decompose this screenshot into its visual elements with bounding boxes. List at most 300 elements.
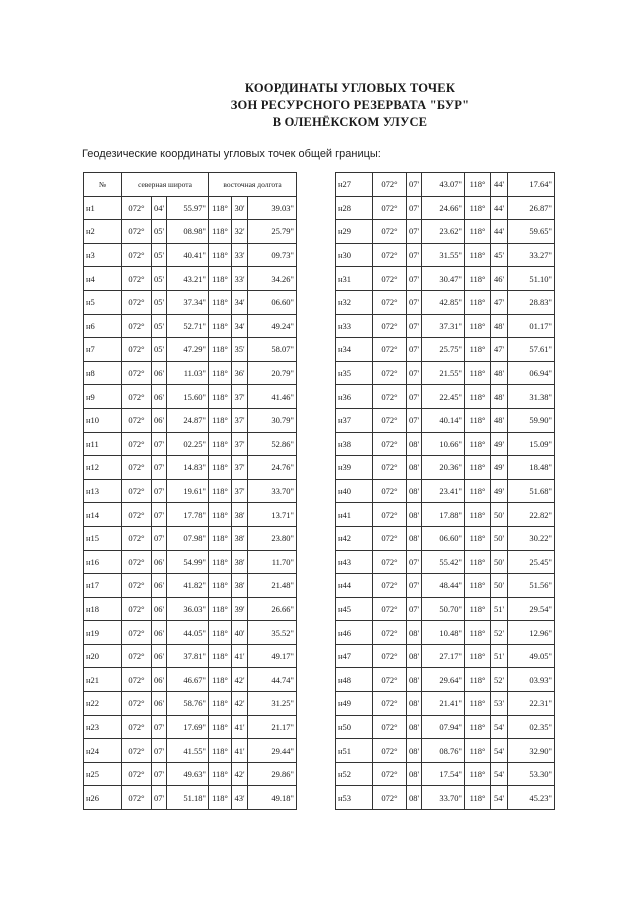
latitude-minutes: 05' [152,220,167,244]
latitude-minutes: 08' [407,644,422,668]
latitude-minutes: 06' [152,361,167,385]
table-row [336,692,555,716]
point-number: н16 [84,550,122,574]
latitude-seconds: 02.25" [167,432,209,456]
latitude-degrees: 072° [122,267,152,291]
longitude-degrees: 118° [209,479,232,503]
latitude-seconds: 08.76" [422,739,465,763]
latitude-degrees: 072° [373,173,407,197]
table-row [84,385,297,409]
latitude-minutes: 07' [407,338,422,362]
point-number: н36 [336,385,373,409]
latitude-minutes: 07' [152,432,167,456]
longitude-degrees: 118° [465,385,491,409]
latitude-minutes: 08' [407,456,422,480]
latitude-minutes: 07' [407,196,422,220]
latitude-seconds: 43.07" [422,173,465,197]
latitude-seconds: 42.85" [422,290,465,314]
longitude-degrees: 118° [465,715,491,739]
longitude-header: восточная долгота [209,173,297,197]
latitude-degrees: 072° [122,432,152,456]
longitude-seconds: 51.56" [508,574,555,598]
table-row [84,338,297,362]
point-number: н27 [336,173,373,197]
latitude-minutes: 08' [407,503,422,527]
latitude-seconds: 37.34" [167,290,209,314]
latitude-seconds: 52.71" [167,314,209,338]
latitude-minutes: 08' [407,715,422,739]
latitude-seconds: 37.31" [422,314,465,338]
longitude-degrees: 118° [209,385,232,409]
latitude-degrees: 072° [373,361,407,385]
latitude-degrees: 072° [122,574,152,598]
coordinates-table-left [83,172,297,810]
latitude-minutes: 07' [407,361,422,385]
longitude-degrees: 118° [209,644,232,668]
latitude-minutes: 05' [152,314,167,338]
longitude-minutes: 41' [232,739,248,763]
latitude-degrees: 072° [122,621,152,645]
longitude-seconds: 25.79" [248,220,297,244]
longitude-minutes: 32' [232,220,248,244]
latitude-seconds: 44.05" [167,621,209,645]
table-row [336,456,555,480]
longitude-minutes: 37' [232,432,248,456]
latitude-minutes: 06' [152,644,167,668]
latitude-minutes: 06' [152,385,167,409]
longitude-degrees: 118° [209,550,232,574]
latitude-minutes: 07' [152,786,167,810]
point-number: н9 [84,385,122,409]
point-number: н30 [336,243,373,267]
longitude-seconds: 41.46" [248,385,297,409]
latitude-degrees: 072° [373,243,407,267]
latitude-minutes: 07' [152,715,167,739]
latitude-minutes: 06' [152,550,167,574]
table-row [84,456,297,480]
longitude-minutes: 35' [232,338,248,362]
longitude-seconds: 15.09" [508,432,555,456]
longitude-seconds: 32.90" [508,739,555,763]
longitude-minutes: 49' [491,456,508,480]
table-row [336,668,555,692]
point-number: н4 [84,267,122,291]
table-row [336,550,555,574]
table-row [84,786,297,810]
longitude-degrees: 118° [209,196,232,220]
table-row [336,243,555,267]
latitude-seconds: 20.36" [422,456,465,480]
longitude-minutes: 41' [232,644,248,668]
latitude-seconds: 23.62" [422,220,465,244]
longitude-degrees: 118° [465,290,491,314]
latitude-seconds: 17.54" [422,762,465,786]
table-row [84,196,297,220]
latitude-minutes: 06' [152,692,167,716]
latitude-degrees: 072° [373,644,407,668]
title-line-2: ЗОН РЕСУРСНОГО РЕЗЕРВАТА "БУР" [230,98,470,112]
longitude-degrees: 118° [209,243,232,267]
latitude-minutes: 07' [407,267,422,291]
latitude-degrees: 072° [122,692,152,716]
table-row [336,479,555,503]
latitude-degrees: 072° [122,526,152,550]
point-number: н39 [336,456,373,480]
longitude-minutes: 36' [232,361,248,385]
latitude-seconds: 07.98" [167,526,209,550]
latitude-minutes: 05' [152,290,167,314]
longitude-degrees: 118° [465,762,491,786]
longitude-minutes: 48' [491,385,508,409]
latitude-degrees: 072° [373,196,407,220]
longitude-degrees: 118° [465,220,491,244]
point-number: н2 [84,220,122,244]
longitude-seconds: 35.52" [248,621,297,645]
latitude-degrees: 072° [122,361,152,385]
latitude-degrees: 072° [122,456,152,480]
point-number: н22 [84,692,122,716]
longitude-minutes: 49' [491,479,508,503]
longitude-minutes: 37' [232,456,248,480]
longitude-minutes: 41' [232,715,248,739]
longitude-degrees: 118° [465,550,491,574]
longitude-seconds: 21.17" [248,715,297,739]
latitude-minutes: 07' [407,173,422,197]
latitude-minutes: 05' [152,243,167,267]
longitude-minutes: 37' [232,385,248,409]
longitude-seconds: 09.73" [248,243,297,267]
table-row [84,408,297,432]
longitude-minutes: 52' [491,621,508,645]
longitude-degrees: 118° [209,432,232,456]
latitude-seconds: 55.97" [167,196,209,220]
latitude-degrees: 072° [373,385,407,409]
table-row [84,503,297,527]
latitude-seconds: 40.14" [422,408,465,432]
latitude-seconds: 23.41" [422,479,465,503]
longitude-seconds: 49.24" [248,314,297,338]
latitude-seconds: 25.75" [422,338,465,362]
point-number: н1 [84,196,122,220]
longitude-degrees: 118° [209,786,232,810]
longitude-minutes: 48' [491,361,508,385]
table-row [336,361,555,385]
longitude-minutes: 52' [491,668,508,692]
point-number: н14 [84,503,122,527]
longitude-seconds: 06.60" [248,290,297,314]
latitude-minutes: 07' [407,574,422,598]
table-row [84,526,297,550]
latitude-degrees: 072° [373,220,407,244]
longitude-minutes: 47' [491,338,508,362]
table-row [336,173,555,197]
longitude-minutes: 49' [491,432,508,456]
longitude-seconds: 29.44" [248,739,297,763]
longitude-seconds: 31.38" [508,385,555,409]
latitude-seconds: 49.63" [167,762,209,786]
latitude-degrees: 072° [373,314,407,338]
longitude-degrees: 118° [209,408,232,432]
point-number: н45 [336,597,373,621]
table-row [84,479,297,503]
table-row [84,314,297,338]
point-number: н29 [336,220,373,244]
longitude-degrees: 118° [209,762,232,786]
longitude-seconds: 24.76" [248,456,297,480]
latitude-seconds: 07.94" [422,715,465,739]
point-number: н10 [84,408,122,432]
point-number: н35 [336,361,373,385]
longitude-seconds: 49.17" [248,644,297,668]
point-number: н42 [336,526,373,550]
latitude-degrees: 072° [373,715,407,739]
longitude-minutes: 44' [491,196,508,220]
table-row [336,385,555,409]
longitude-minutes: 38' [232,550,248,574]
longitude-seconds: 02.35" [508,715,555,739]
latitude-seconds: 47.29" [167,338,209,362]
longitude-seconds: 01.17" [508,314,555,338]
table-row [336,267,555,291]
point-number: н5 [84,290,122,314]
point-number: н3 [84,243,122,267]
latitude-minutes: 08' [407,479,422,503]
longitude-degrees: 118° [465,574,491,598]
latitude-minutes: 07' [407,385,422,409]
table-row [336,432,555,456]
point-number: н28 [336,196,373,220]
longitude-degrees: 118° [465,338,491,362]
latitude-seconds: 06.60" [422,526,465,550]
table-header-row [84,173,297,197]
longitude-seconds: 22.82" [508,503,555,527]
longitude-degrees: 118° [465,408,491,432]
table-row [336,715,555,739]
longitude-degrees: 118° [465,739,491,763]
longitude-seconds: 12.96" [508,621,555,645]
table-row [336,338,555,362]
longitude-minutes: 42' [232,692,248,716]
latitude-minutes: 07' [407,550,422,574]
latitude-seconds: 31.55" [422,243,465,267]
latitude-degrees: 072° [373,739,407,763]
longitude-degrees: 118° [209,290,232,314]
longitude-seconds: 25.45" [508,550,555,574]
longitude-minutes: 50' [491,503,508,527]
latitude-seconds: 24.87" [167,408,209,432]
point-number: н38 [336,432,373,456]
point-number: н46 [336,621,373,645]
table-row [336,196,555,220]
longitude-seconds: 52.86" [248,432,297,456]
longitude-degrees: 118° [465,479,491,503]
longitude-minutes: 54' [491,762,508,786]
latitude-seconds: 27.17" [422,644,465,668]
longitude-degrees: 118° [209,574,232,598]
longitude-minutes: 47' [491,290,508,314]
longitude-minutes: 37' [232,479,248,503]
latitude-degrees: 072° [122,338,152,362]
latitude-minutes: 08' [407,621,422,645]
longitude-degrees: 118° [209,338,232,362]
latitude-seconds: 55.42" [422,550,465,574]
point-number: н52 [336,762,373,786]
longitude-degrees: 118° [465,503,491,527]
longitude-seconds: 03.93" [508,668,555,692]
latitude-seconds: 36.03" [167,597,209,621]
point-number: н31 [336,267,373,291]
longitude-seconds: 20.79" [248,361,297,385]
table-row [336,526,555,550]
table-row [84,621,297,645]
longitude-minutes: 42' [232,762,248,786]
longitude-seconds: 31.25" [248,692,297,716]
longitude-degrees: 118° [465,361,491,385]
latitude-seconds: 30.47" [422,267,465,291]
longitude-degrees: 118° [209,668,232,692]
longitude-degrees: 118° [465,456,491,480]
point-number: н24 [84,739,122,763]
longitude-minutes: 51' [491,597,508,621]
latitude-minutes: 07' [407,220,422,244]
point-number: н43 [336,550,373,574]
point-number: н19 [84,621,122,645]
latitude-seconds: 21.55" [422,361,465,385]
latitude-seconds: 17.78" [167,503,209,527]
point-number: н44 [336,574,373,598]
point-number: н12 [84,456,122,480]
latitude-degrees: 072° [122,479,152,503]
longitude-minutes: 53' [491,692,508,716]
latitude-degrees: 072° [122,550,152,574]
latitude-seconds: 22.45" [422,385,465,409]
latitude-seconds: 29.64" [422,668,465,692]
latitude-degrees: 072° [373,786,407,810]
latitude-degrees: 072° [373,762,407,786]
latitude-seconds: 10.48" [422,621,465,645]
latitude-seconds: 10.66" [422,432,465,456]
title-line-3: В ОЛЕНЁКСКОМ УЛУСЕ [272,115,428,129]
table-row [84,574,297,598]
longitude-seconds: 57.61" [508,338,555,362]
longitude-seconds: 39.03" [248,196,297,220]
longitude-degrees: 118° [465,267,491,291]
latitude-seconds: 46.67" [167,668,209,692]
latitude-degrees: 072° [122,503,152,527]
longitude-minutes: 44' [491,220,508,244]
point-number: н33 [336,314,373,338]
latitude-minutes: 08' [407,762,422,786]
longitude-minutes: 45' [491,243,508,267]
document-subtitle: Геодезические координаты угловых точек общей границы: [82,148,381,160]
longitude-seconds: 26.66" [248,597,297,621]
latitude-degrees: 072° [122,739,152,763]
latitude-minutes: 06' [152,621,167,645]
latitude-degrees: 072° [122,668,152,692]
latitude-degrees: 072° [373,338,407,362]
point-number: н7 [84,338,122,362]
latitude-minutes: 06' [152,574,167,598]
latitude-degrees: 072° [122,243,152,267]
longitude-degrees: 118° [209,456,232,480]
table-row [336,574,555,598]
latitude-degrees: 072° [373,479,407,503]
latitude-seconds: 33.70" [422,786,465,810]
point-number: н32 [336,290,373,314]
latitude-degrees: 072° [122,786,152,810]
longitude-degrees: 118° [465,432,491,456]
longitude-seconds: 51.10" [508,267,555,291]
longitude-degrees: 118° [209,692,232,716]
latitude-degrees: 072° [122,196,152,220]
latitude-minutes: 06' [152,597,167,621]
longitude-seconds: 45.23" [508,786,555,810]
table-row [84,361,297,385]
point-number: н53 [336,786,373,810]
latitude-seconds: 08.98" [167,220,209,244]
longitude-seconds: 34.26" [248,267,297,291]
point-number: н51 [336,739,373,763]
point-number: н40 [336,479,373,503]
latitude-minutes: 07' [152,456,167,480]
latitude-minutes: 07' [152,479,167,503]
latitude-minutes: 08' [407,432,422,456]
table-row [336,408,555,432]
latitude-seconds: 50.70" [422,597,465,621]
point-number: н20 [84,644,122,668]
latitude-minutes: 07' [407,290,422,314]
latitude-degrees: 072° [373,432,407,456]
longitude-seconds: 21.48" [248,574,297,598]
latitude-seconds: 17.88" [422,503,465,527]
point-number: н13 [84,479,122,503]
longitude-seconds: 28.83" [508,290,555,314]
latitude-degrees: 072° [373,526,407,550]
longitude-seconds: 29.54" [508,597,555,621]
latitude-degrees: 072° [373,692,407,716]
table-row [84,290,297,314]
latitude-seconds: 58.76" [167,692,209,716]
latitude-degrees: 072° [122,290,152,314]
latitude-degrees: 072° [373,668,407,692]
latitude-minutes: 06' [152,668,167,692]
table-row [336,739,555,763]
longitude-minutes: 38' [232,574,248,598]
latitude-minutes: 08' [407,739,422,763]
longitude-minutes: 34' [232,290,248,314]
latitude-degrees: 072° [122,220,152,244]
latitude-degrees: 072° [122,715,152,739]
latitude-degrees: 072° [373,621,407,645]
longitude-minutes: 38' [232,503,248,527]
longitude-seconds: 22.31" [508,692,555,716]
longitude-seconds: 49.05" [508,644,555,668]
longitude-degrees: 118° [465,692,491,716]
latitude-minutes: 08' [407,526,422,550]
point-number: н15 [84,526,122,550]
longitude-minutes: 48' [491,314,508,338]
point-number: н17 [84,574,122,598]
longitude-minutes: 54' [491,715,508,739]
longitude-seconds: 58.07" [248,338,297,362]
point-number: н21 [84,668,122,692]
longitude-minutes: 51' [491,644,508,668]
table-row [84,668,297,692]
latitude-degrees: 072° [373,574,407,598]
longitude-minutes: 54' [491,786,508,810]
point-number: н50 [336,715,373,739]
latitude-degrees: 072° [373,456,407,480]
